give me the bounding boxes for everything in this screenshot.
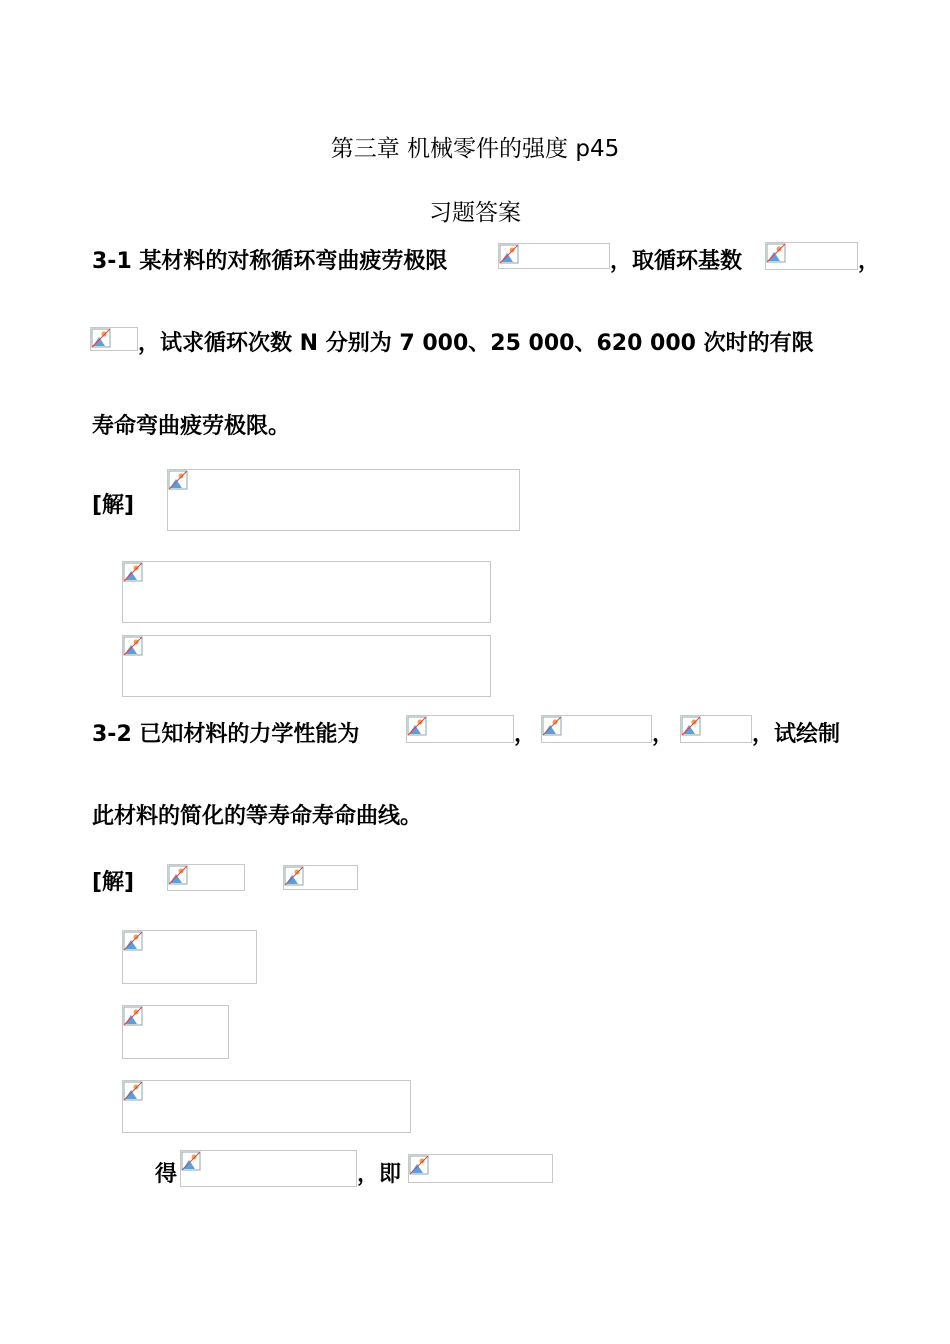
formula-image xyxy=(765,242,858,270)
formula-image xyxy=(408,1154,553,1183)
solution-label: [解] xyxy=(92,870,135,895)
problem-3-2-sep2: ， xyxy=(652,722,675,747)
problem-3-2-sep1: ， xyxy=(514,722,537,747)
broken-image-icon xyxy=(542,716,562,736)
problem-3-1-mid: ，取循环基数 xyxy=(610,249,743,274)
formula-image xyxy=(541,715,652,743)
problem-3-1-text: 3-1 某材料的对称循环弯曲疲劳极限 xyxy=(92,249,448,274)
formula-image xyxy=(180,1150,357,1187)
formula-image xyxy=(498,243,610,269)
solution-formula-image xyxy=(122,1080,411,1133)
problem-3-2-text: 3-2 已知材料的力学性能为 xyxy=(92,722,360,747)
broken-image-icon xyxy=(766,243,786,263)
solution-formula-image xyxy=(122,561,491,623)
result-de-label: 得 xyxy=(155,1162,178,1187)
broken-image-icon xyxy=(168,470,188,490)
solution-formula-image xyxy=(122,930,257,984)
broken-image-icon xyxy=(681,716,701,736)
solution-formula-image xyxy=(167,469,520,531)
broken-image-icon xyxy=(123,636,143,656)
broken-image-icon xyxy=(123,931,143,951)
problem-3-1-line2: ，试求循环次数 N 分别为 7 000、25 000、620 000 次时的有限 xyxy=(138,331,814,356)
broken-image-icon xyxy=(499,244,519,264)
formula-image xyxy=(283,865,358,890)
broken-image-icon xyxy=(123,562,143,582)
formula-image xyxy=(167,864,245,891)
solution-formula-image xyxy=(122,635,491,697)
formula-image xyxy=(406,715,514,743)
broken-image-icon xyxy=(91,328,111,348)
answers-subtitle: 习题答案 xyxy=(429,200,521,226)
broken-image-icon xyxy=(123,1081,143,1101)
solution-label: [解] xyxy=(92,493,135,518)
broken-image-icon xyxy=(284,866,304,886)
broken-image-icon xyxy=(168,865,188,885)
formula-image xyxy=(90,327,138,351)
broken-image-icon xyxy=(409,1155,429,1175)
chapter-title: 第三章 机械零件的强度 p45 xyxy=(330,136,620,162)
broken-image-icon xyxy=(407,716,427,736)
broken-image-icon xyxy=(123,1006,143,1026)
solution-formula-image xyxy=(122,1005,229,1059)
problem-3-2-suffix: ，试绘制 xyxy=(752,722,841,747)
result-ji-label: ，即 xyxy=(357,1162,402,1187)
formula-image xyxy=(680,715,752,743)
broken-image-icon xyxy=(181,1151,201,1171)
problem-3-1-comma: ， xyxy=(858,249,881,274)
problem-3-2-line2: 此材料的简化的等寿命寿命曲线。 xyxy=(92,804,423,829)
problem-3-1-line3: 寿命弯曲疲劳极限。 xyxy=(92,414,291,439)
